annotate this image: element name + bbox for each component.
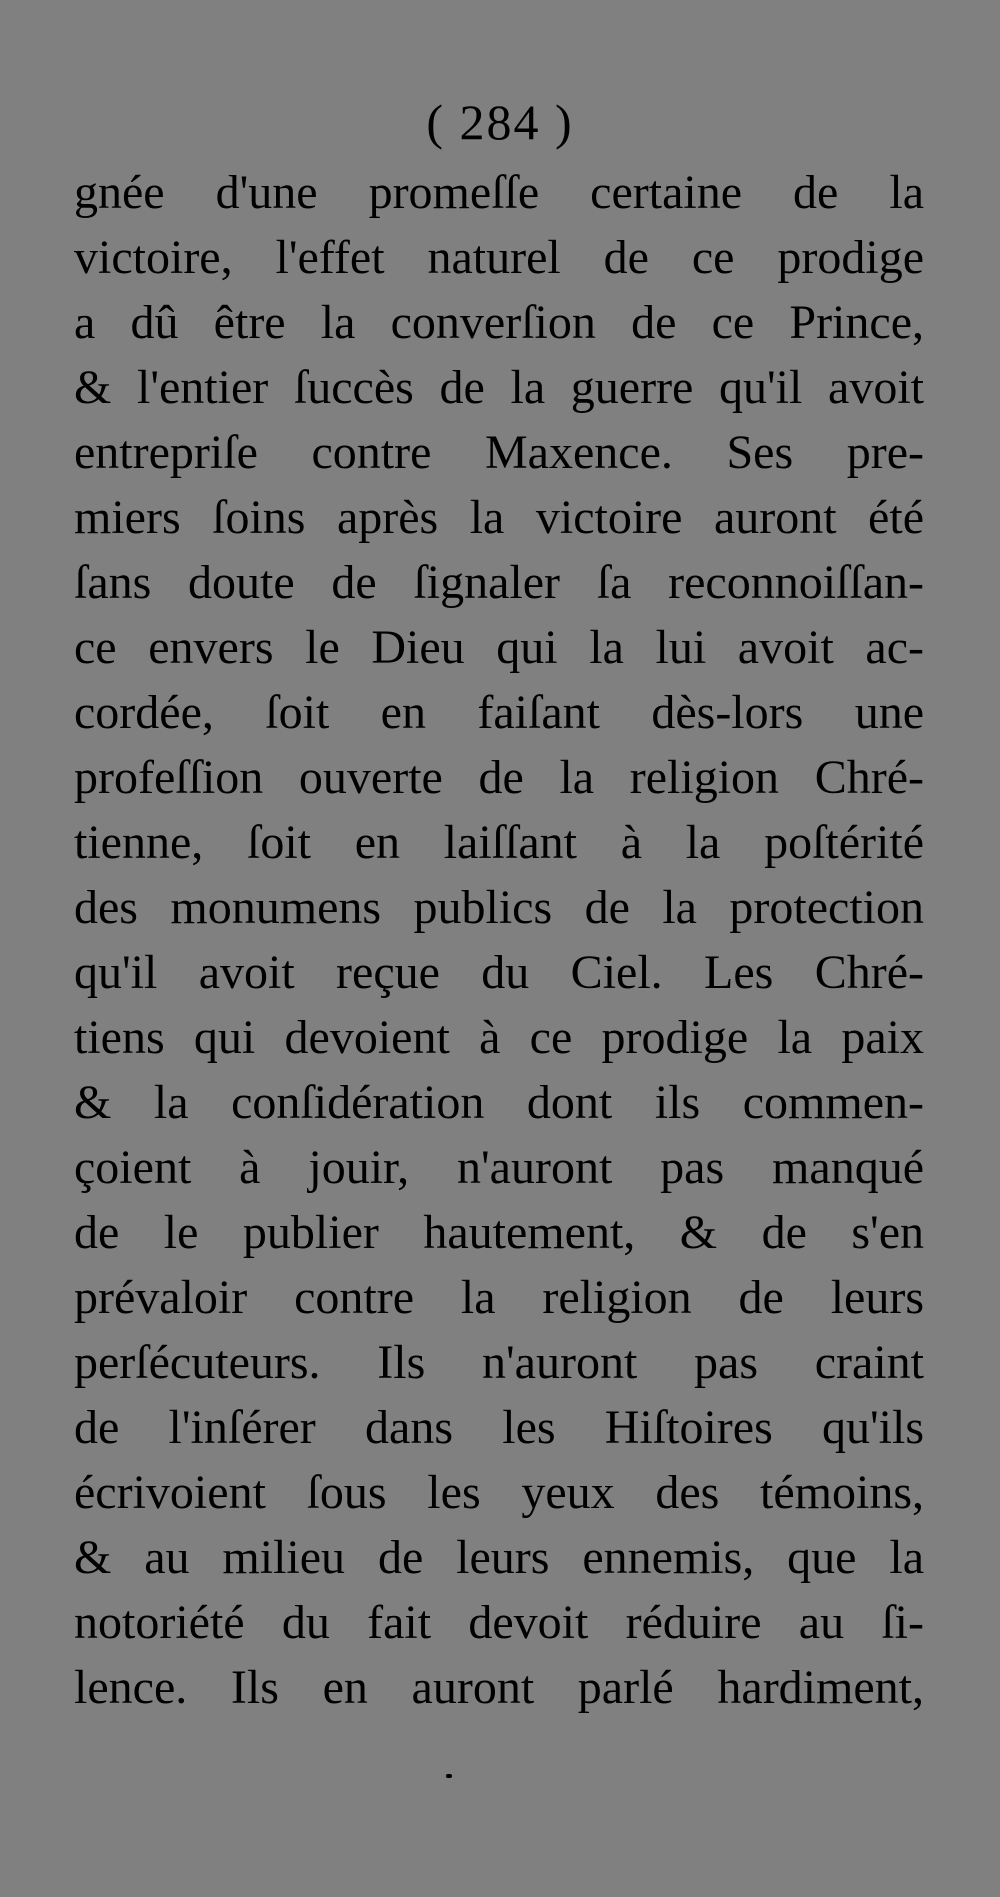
text-line: & la conſidération dont ils commen-	[74, 1076, 924, 1129]
page-number: ( 284 )	[426, 94, 574, 150]
text-line: tiens qui devoient à ce prodige la paix	[74, 1011, 924, 1064]
text-line: profeſſion ouverte de la religion Chré-	[74, 751, 924, 804]
text-line: perſécuteurs. Ils n'auront pas craint	[74, 1336, 924, 1389]
text-line: qu'il avoit reçue du Ciel. Les Chré-	[74, 946, 924, 999]
ink-speck	[446, 1774, 452, 1778]
text-line: notoriété du fait devoit réduire au ſi-	[74, 1596, 924, 1649]
text-line: ſans doute de ſignaler ſa reconnoiſſan-	[74, 556, 924, 609]
text-line: entrepriſe contre Maxence. Ses pre-	[74, 426, 924, 479]
body-text	[74, 160, 924, 1720]
text-line: gnée d'une promeſſe certaine de la	[74, 166, 924, 219]
text-line: ce envers le Dieu qui la lui avoit ac-	[74, 621, 924, 674]
text-line: çoient à jouir, n'auront pas manqué	[74, 1141, 924, 1194]
text-line: de l'inſérer dans les Hiſtoires qu'ils	[74, 1401, 924, 1454]
text-line: tienne, ſoit en laiſſant à la poſtérité	[74, 816, 924, 869]
text-line: a dû être la converſion de ce Prince,	[74, 296, 924, 349]
text-line: & l'entier ſuccès de la guerre qu'il avoit	[74, 361, 924, 414]
text-line: de le publier hautement, & de s'en	[74, 1206, 924, 1259]
text-line: miers ſoins après la victoire auront été	[74, 491, 924, 544]
text-line: écrivoient ſous les yeux des témoins,	[74, 1466, 924, 1519]
text-line: victoire, l'effet naturel de ce prodige	[74, 231, 924, 284]
text-line: lence. Ils en auront parlé hardiment,	[74, 1661, 924, 1714]
text-line: cordée, ſoit en faiſant dès-lors une	[74, 686, 924, 739]
text-line: prévaloir contre la religion de leurs	[74, 1271, 924, 1324]
text-line: des monumens publics de la protection	[74, 881, 924, 934]
text-line: & au milieu de leurs ennemis, que la	[74, 1531, 924, 1584]
